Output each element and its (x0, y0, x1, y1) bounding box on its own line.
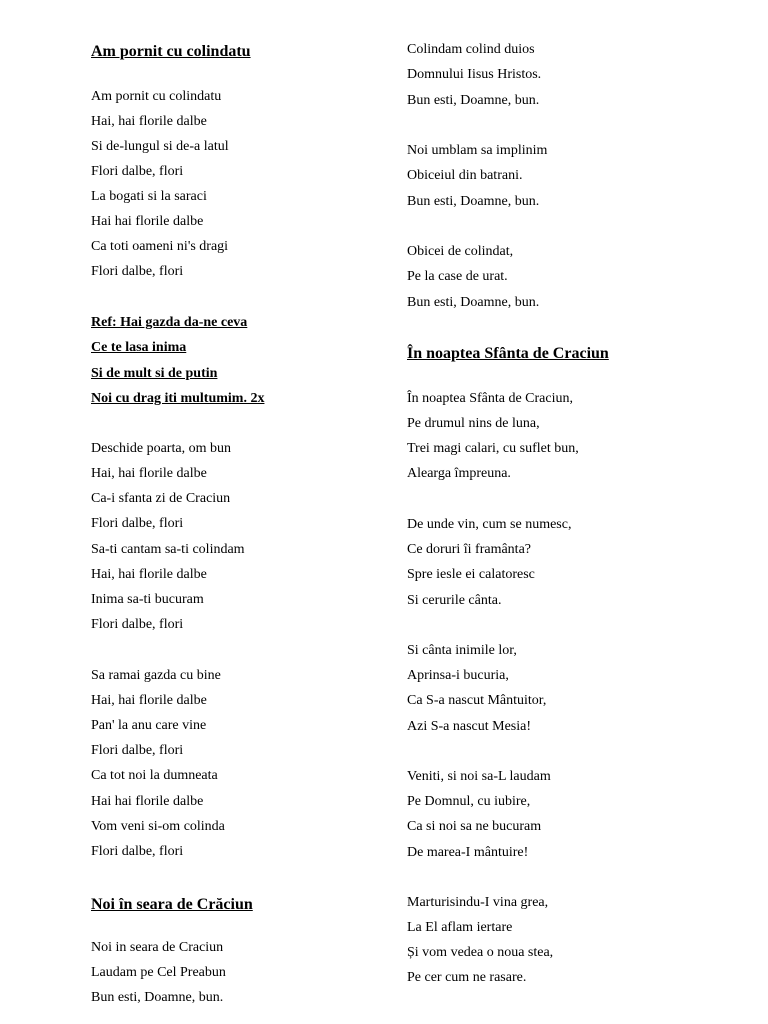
lyric-line: Bun esti, Doamne, bun. (407, 194, 540, 209)
refrain-line: Ref: Hai gazda da-ne ceva (91, 315, 248, 330)
lyric-line: Hai, hai florile dalbe (91, 567, 207, 582)
lyric-line: Trei magi calari, cu suflet bun, (407, 441, 579, 456)
lyric-line: Bun esti, Doamne, bun. (91, 990, 224, 1005)
song-title: Noi în seara de Crăciun (91, 896, 253, 913)
lyric-line: Ca-i sfanta zi de Craciun (91, 491, 231, 506)
lyric-line: Ca toti oameni ni's dragi (91, 239, 229, 254)
lyric-line: Deschide poarta, om bun (91, 441, 231, 456)
lyric-line: Ca si noi sa ne bucuram (407, 819, 542, 834)
lyric-line: Si cânta inimile lor, (407, 643, 517, 658)
lyric-line: Pe la case de urat. (407, 269, 508, 284)
lyric-line: Spre iesle ei calatoresc (407, 567, 535, 582)
lyric-line: Colindam colind duios (407, 42, 535, 57)
lyric-line: Flori dalbe, flori (91, 164, 184, 179)
lyric-line: Obicei de colindat, (407, 244, 514, 259)
lyric-line: Noi umblam sa implinim (407, 143, 548, 158)
lyric-line: Obiceiul din batrani. (407, 168, 523, 183)
lyric-line: Flori dalbe, flori (91, 844, 184, 859)
lyric-line: La bogati si la saraci (91, 189, 207, 204)
refrain-line: Noi cu drag iti multumim. 2x (91, 391, 265, 406)
lyric-line: Am pornit cu colindatu (91, 89, 222, 104)
lyric-line: Hai, hai florile dalbe (91, 466, 207, 481)
refrain-line: Ce te lasa inima (91, 340, 187, 355)
lyric-line: Alearga împreuna. (407, 466, 511, 481)
lyric-line: Hai, hai florile dalbe (91, 114, 207, 129)
lyric-line: Domnului Iisus Hristos. (407, 67, 542, 82)
lyric-line: Flori dalbe, flori (91, 516, 184, 531)
lyric-line: Si de-lungul si de-a latul (91, 139, 229, 154)
lyric-line: Sa-ti cantam sa-ti colindam (91, 542, 245, 557)
lyric-line: Pe Domnul, cu iubire, (407, 794, 531, 809)
lyric-line: Aprinsa-i bucuria, (407, 668, 509, 683)
lyric-line: Bun esti, Doamne, bun. (407, 93, 540, 108)
lyric-line: Pe cer cum ne rasare. (407, 970, 527, 985)
lyric-line: Flori dalbe, flori (91, 264, 184, 279)
lyric-line: Noi in seara de Craciun (91, 940, 224, 955)
lyric-line: Sa ramai gazda cu bine (91, 668, 221, 683)
lyric-line: Pan' la anu care vine (91, 718, 207, 733)
lyric-line: Azi S-a nascut Mesia! (407, 719, 532, 734)
lyric-line: Flori dalbe, flori (91, 743, 184, 758)
lyric-line: De unde vin, cum se numesc, (407, 517, 572, 532)
lyric-line: Bun esti, Doamne, bun. (407, 295, 540, 310)
song-title: În noaptea Sfânta de Craciun (407, 345, 609, 362)
lyric-line: Laudam pe Cel Preabun (91, 965, 226, 980)
lyric-line: Hai, hai florile dalbe (91, 693, 207, 708)
lyric-line: Si cerurile cânta. (407, 593, 502, 608)
lyric-line: Ca tot noi la dumneata (91, 768, 218, 783)
lyric-line: Inima sa-ti bucuram (91, 592, 204, 607)
refrain-line: Si de mult si de putin (91, 366, 218, 381)
lyric-line: De marea-I mântuire! (407, 845, 529, 860)
lyric-line: Ce doruri îi framânta? (407, 542, 532, 557)
lyric-line: Vom veni si-om colinda (91, 819, 225, 834)
lyric-line: Și vom vedea o noua stea, (407, 945, 554, 960)
lyric-line: Flori dalbe, flori (91, 617, 184, 632)
lyric-line: Pe drumul nins de luna, (407, 416, 540, 431)
lyric-line: Hai hai florile dalbe (91, 214, 204, 229)
song-title: Am pornit cu colindatu (91, 43, 251, 60)
lyric-line: Veniti, si noi sa-L laudam (407, 769, 551, 784)
lyric-line: Marturisindu-I vina grea, (407, 895, 549, 910)
lyric-line: La El aflam iertare (407, 920, 513, 935)
lyric-line: Hai hai florile dalbe (91, 794, 204, 809)
lyric-line: Ca S-a nascut Mântuitor, (407, 693, 547, 708)
lyric-line: În noaptea Sfânta de Craciun, (407, 391, 573, 406)
